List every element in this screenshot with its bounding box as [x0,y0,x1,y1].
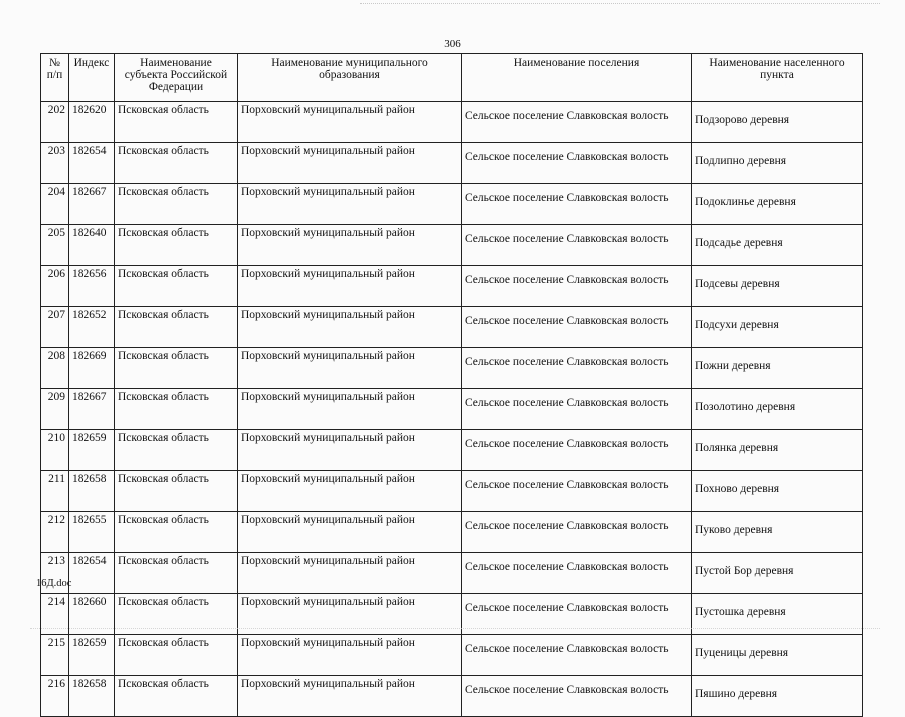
cell-number: 208 [41,348,69,389]
footer-file-name: 16Д.doc [36,578,72,589]
cell-number: 204 [41,184,69,225]
cell-number: 215 [41,635,69,676]
cell-municipality: Порховский муниципальный район [238,102,462,143]
cell-index: 182669 [69,348,115,389]
cell-locality: Подсадье деревня [692,225,863,266]
cell-settlement: Сельское поселение Славковская волость [462,307,692,348]
cell-number: 207 [41,307,69,348]
cell-locality: Похново деревня [692,471,863,512]
cell-index: 182656 [69,266,115,307]
cell-municipality: Порховский муниципальный район [238,635,462,676]
cell-municipality: Порховский муниципальный район [238,389,462,430]
cell-locality: Подлипно деревня [692,143,863,184]
cell-locality: Пустошка деревня [692,594,863,635]
cell-settlement: Сельское поселение Славковская волость [462,102,692,143]
cell-index: 182667 [69,184,115,225]
cell-settlement: Сельское поселение Славковская волость [462,348,692,389]
cell-number: 203 [41,143,69,184]
cell-locality: Пяшино деревня [692,676,863,717]
cell-settlement: Сельское поселение Славковская волость [462,184,692,225]
cell-index: 182620 [69,102,115,143]
cell-index: 182660 [69,594,115,635]
header-index: Индекс [69,54,115,102]
cell-index: 182654 [69,143,115,184]
cell-subject: Псковская область [115,389,238,430]
table-row [41,471,863,512]
cell-index: 182667 [69,389,115,430]
cell-subject: Псковская область [115,143,238,184]
cell-subject: Псковская область [115,348,238,389]
cell-index: 182652 [69,307,115,348]
cell-subject: Псковская область [115,676,238,717]
table-row [41,430,863,471]
cell-number: 206 [41,266,69,307]
header-municipality: Наименование муниципального образования [238,54,462,102]
scan-artifact-bottom [30,628,880,633]
cell-settlement: Сельское поселение Славковская волость [462,676,692,717]
cell-index: 182659 [69,635,115,676]
cell-settlement: Сельское поселение Славковская волость [462,512,692,553]
cell-index: 182658 [69,676,115,717]
header-locality: Наименование населенного пункта [692,54,863,102]
cell-subject: Псковская область [115,635,238,676]
cell-number: 214 [41,594,69,635]
cell-settlement: Сельское поселение Славковская волость [462,266,692,307]
cell-settlement: Сельское поселение Славковская волость [462,553,692,594]
cell-municipality: Порховский муниципальный район [238,225,462,266]
cell-settlement: Сельское поселение Славковская волость [462,471,692,512]
header-settlement: Наименование поселения [462,54,692,102]
cell-number: 202 [41,102,69,143]
table-header-row [41,54,863,102]
cell-subject: Псковская область [115,225,238,266]
table-row [41,553,863,594]
cell-index: 182658 [69,471,115,512]
scan-artifact-top [360,3,880,8]
cell-locality: Позолотино деревня [692,389,863,430]
table-row [41,184,863,225]
table-body [41,102,863,717]
cell-municipality: Порховский муниципальный район [238,184,462,225]
cell-number: 210 [41,430,69,471]
cell-index: 182655 [69,512,115,553]
table-row [41,266,863,307]
table-row [41,307,863,348]
table-row [41,676,863,717]
table-row [41,512,863,553]
cell-subject: Псковская область [115,594,238,635]
cell-index: 182640 [69,225,115,266]
table-row [41,348,863,389]
cell-subject: Псковская область [115,471,238,512]
table-row [41,389,863,430]
cell-locality: Пуценицы деревня [692,635,863,676]
cell-index: 182659 [69,430,115,471]
cell-settlement: Сельское поселение Славковская волость [462,389,692,430]
cell-subject: Псковская область [115,184,238,225]
cell-municipality: Порховский муниципальный район [238,512,462,553]
settlements-table [40,53,863,717]
page-number: 306 [444,38,461,50]
cell-municipality: Порховский муниципальный район [238,553,462,594]
cell-settlement: Сельское поселение Славковская волость [462,143,692,184]
header-subject: Наименование субъекта Российской Федерации [115,54,238,102]
cell-municipality: Порховский муниципальный район [238,430,462,471]
cell-settlement: Сельское поселение Славковская волость [462,635,692,676]
cell-municipality: Порховский муниципальный район [238,676,462,717]
cell-settlement: Сельское поселение Славковская волость [462,594,692,635]
cell-locality: Подоклинье деревня [692,184,863,225]
cell-number: 205 [41,225,69,266]
cell-subject: Псковская область [115,512,238,553]
cell-locality: Подсевы деревня [692,266,863,307]
cell-subject: Псковская область [115,553,238,594]
cell-locality: Пожни деревня [692,348,863,389]
table-row [41,143,863,184]
cell-settlement: Сельское поселение Славковская волость [462,430,692,471]
cell-locality: Пуково деревня [692,512,863,553]
cell-locality: Полянка деревня [692,430,863,471]
cell-locality: Подзорово деревня [692,102,863,143]
table-row [41,635,863,676]
cell-municipality: Порховский муниципальный район [238,348,462,389]
cell-number: 212 [41,512,69,553]
cell-subject: Псковская область [115,307,238,348]
cell-number: 211 [41,471,69,512]
table-row [41,225,863,266]
cell-subject: Псковская область [115,266,238,307]
header-number: № п/п [41,54,69,102]
cell-number: 216 [41,676,69,717]
cell-subject: Псковская область [115,430,238,471]
cell-municipality: Порховский муниципальный район [238,143,462,184]
cell-municipality: Порховский муниципальный район [238,594,462,635]
cell-municipality: Порховский муниципальный район [238,307,462,348]
table-row [41,102,863,143]
cell-locality: Пустой Бор деревня [692,553,863,594]
cell-locality: Подсухи деревня [692,307,863,348]
cell-municipality: Порховский муниципальный район [238,471,462,512]
cell-municipality: Порховский муниципальный район [238,266,462,307]
cell-number: 209 [41,389,69,430]
cell-number: 213 [41,553,69,594]
cell-index: 182654 [69,553,115,594]
cell-settlement: Сельское поселение Славковская волость [462,225,692,266]
cell-subject: Псковская область [115,102,238,143]
